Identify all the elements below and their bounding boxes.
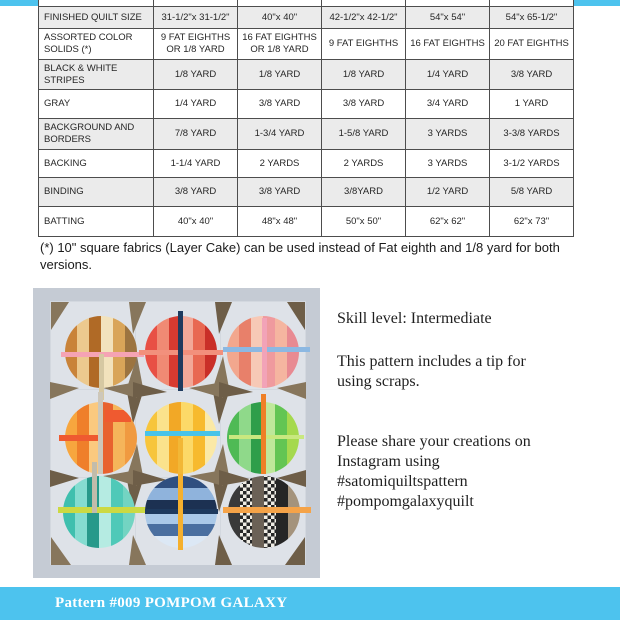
table-row — [39, 29, 574, 60]
yardage-cell: 31-1/2"x 31-1/2" — [154, 7, 238, 29]
yardage-cell: 1-1/4 YARD — [154, 150, 238, 178]
yardage-cell: 3-1/2 YARDS — [490, 150, 574, 178]
yardage-cell: 3/8YARD — [322, 178, 406, 207]
row-label: BLACK & WHITE STRIPES — [39, 60, 154, 90]
row-label: ASSORTED COLOR SOLIDS (*) — [39, 29, 154, 60]
description-text — [337, 309, 609, 512]
yardage-cell: 62"x 73" — [490, 207, 574, 237]
table-row — [39, 119, 574, 150]
yardage-cell: 54"x 54" — [406, 7, 490, 29]
yardage-cell: 7/8 YARD — [154, 119, 238, 150]
row-label: BINDING — [39, 178, 154, 207]
quilt-photo — [33, 288, 320, 578]
yardage-cell: 5/8 YARD — [490, 178, 574, 207]
yardage-cell: 3/8 YARD — [238, 178, 322, 207]
yardage-cell: 3/8 YARD — [238, 90, 322, 119]
share-text: Please share your creations on Instagram using #satomiquiltspattern #pompomgalaxyquilt — [337, 433, 531, 510]
yardage-cell: 16 FAT EIGHTHS — [406, 29, 490, 60]
table-row — [39, 150, 574, 178]
yardage-cell: 1 YARD — [490, 90, 574, 119]
yardage-cell: 3/4 YARD — [406, 90, 490, 119]
row-label: BATTING — [39, 207, 154, 237]
yardage-cell: 9 FAT EIGHTHS OR 1/8 YARD — [154, 29, 238, 60]
yardage-cell: 62"x 62" — [406, 207, 490, 237]
yardage-cell: 1/8 YARD — [322, 60, 406, 90]
yardage-cell: 2 YARDS — [238, 150, 322, 178]
yardage-cell: 40"x 40" — [154, 207, 238, 237]
row-label: GRAY — [39, 90, 154, 119]
yardage-cell: 1/4 YARD — [154, 90, 238, 119]
yardage-cell: 3/8 YARD — [322, 90, 406, 119]
table-row — [39, 178, 574, 207]
yardage-cell: 54"x 65-1/2" — [490, 7, 574, 29]
yardage-table — [38, 0, 574, 237]
yardage-cell: 1/8 YARD — [238, 60, 322, 90]
table-row — [39, 207, 574, 237]
yardage-cell: 2 YARDS — [322, 150, 406, 178]
hashtag-satomiquiltspattern: #satomiquiltspattern — [337, 473, 468, 490]
yardage-cell: 1-5/8 YARD — [322, 119, 406, 150]
yardage-cell: 20 FAT EIGHTHS — [490, 29, 574, 60]
yardage-cell: 3 YARDS — [406, 119, 490, 150]
table-row — [39, 60, 574, 90]
table-row — [39, 90, 574, 119]
yardage-cell: 42-1/2"x 42-1/2" — [322, 7, 406, 29]
yardage-cell: 3/8 YARD — [490, 60, 574, 90]
row-label: FINISHED QUILT SIZE — [39, 7, 154, 29]
yardage-cell: 50"x 50" — [322, 207, 406, 237]
yardage-cell: 40"x 40" — [238, 7, 322, 29]
footer-bar — [0, 587, 620, 620]
table-row — [39, 7, 574, 29]
skill-level-text: Skill level: Intermediate — [337, 310, 492, 327]
yardage-cell: 3/8 YARD — [154, 178, 238, 207]
hashtag-pompomgalaxyquilt: #pompomgalaxyquilt — [337, 493, 474, 510]
yardage-cell: 1/4 YARD — [406, 60, 490, 90]
yardage-cell: 48"x 48" — [238, 207, 322, 237]
yardage-cell: 3 YARDS — [406, 150, 490, 178]
layer-cake-note: (*) 10" square fabrics (Layer Cake) can be used instead of Fat eighth and 1/8 yard for both versions. — [40, 240, 560, 272]
pattern-title: Pattern #009 POMPOM GALAXY — [55, 595, 288, 611]
yardage-cell: 3-3/8 YARDS — [490, 119, 574, 150]
yardage-cell: 9 FAT EIGHTHS — [322, 29, 406, 60]
yardage-cell: 16 FAT EIGHTHS OR 1/8 YARD — [238, 29, 322, 60]
yardage-cell: 1-3/4 YARD — [238, 119, 322, 150]
yardage-cell: 1/2 YARD — [406, 178, 490, 207]
row-label: BACKGROUND AND BORDERS — [39, 119, 154, 150]
row-label: BACKING — [39, 150, 154, 178]
tip-text: This pattern includes a tip for using scraps. — [337, 353, 526, 390]
yardage-cell: 1/8 YARD — [154, 60, 238, 90]
